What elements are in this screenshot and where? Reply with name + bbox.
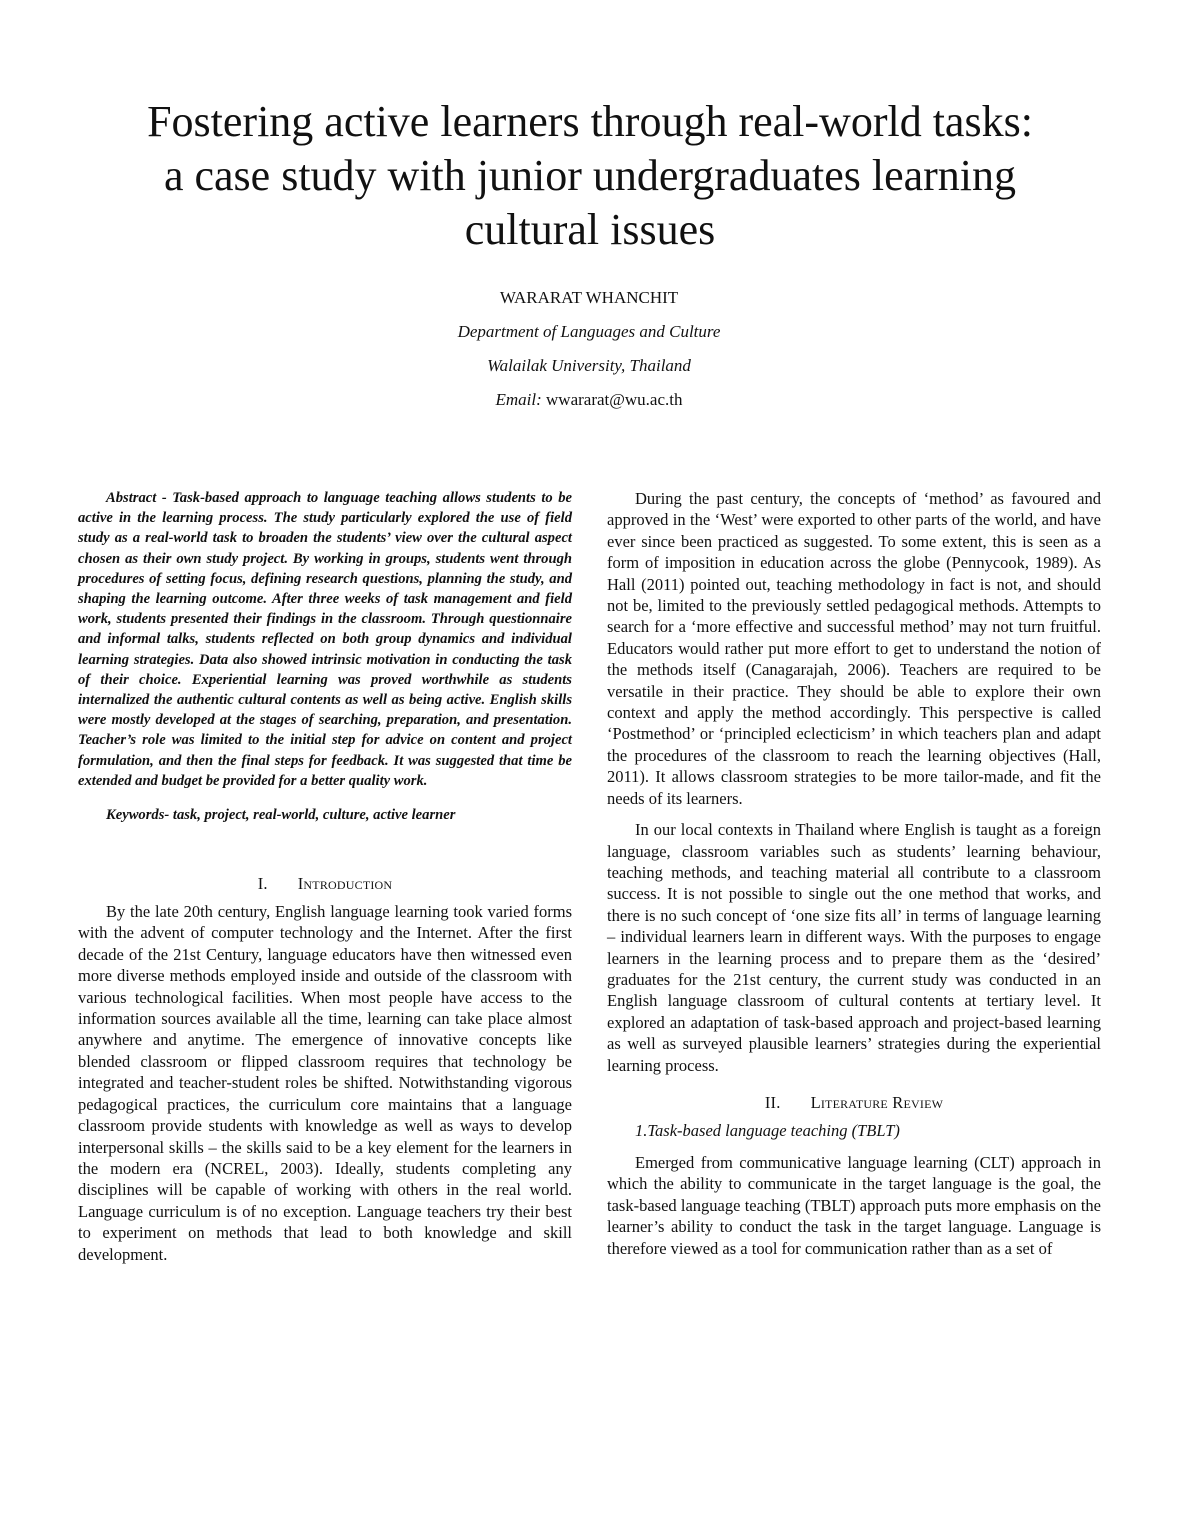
body-paragraph-2: In our local contexts in Thailand where English is taught as a foreign language, classroom variables such as students’ learning behaviour, teaching methods, and teaching material all contribute to a classroom success. It is not possible to single out the one method that works, and there is no such concept of ‘one size fits all’ in terms of language learning – individual learners learn in different ways. With the purposes to engage learners in the learning process and to prepare them as the ‘desired’ graduates for the 21st century, the current study was conducted in an English language classroom of cultural contents at tertiary level. It explored an adaptation of task-based approach and project-based learning as well as surveyed plausible learners’ strategies during the experiential learning process. xyxy=(607,820,1101,1075)
email-address: wwararat@wu.ac.th xyxy=(546,390,683,409)
title-line-3: cultural issues xyxy=(464,205,716,254)
author-block xyxy=(0,288,1178,410)
department: Department of Languages and Culture xyxy=(457,322,721,341)
subsection-heading-tblt: 1.Task-based language teaching (TBLT) xyxy=(635,1120,900,1140)
right-column xyxy=(607,488,1101,1259)
introduction-paragraph: By the late 20th century, English language learning took varied forms with the advent of computer technology and the Internet. After the first decade of the 21st Century, language educators have then witnessed even more diverse methods employed inside and outside of the classroom with various technological facilities. When most people have access to the information sources available all the time, learning can take place almost anywhere and anytime. The emergence of innovative concepts like blended classroom or flipped classroom requires that technology be integrated and teacher-student roles be shifted. Notwithstanding vigorous pedagogical practices, the curriculum core maintains that a language classroom provide students with knowledge as well as ways to develop interpersonal skills – the skills said to be a key element for the learners in the modern era (NCREL, 2003). Ideally, students completing any disciplines will be capable of working with others in the real world. Language curriculum is of no exception. Language teachers try their best to experiment on methods that lead to both knowledge and skill development. xyxy=(78,902,572,1264)
section-heading-introduction xyxy=(78,873,572,895)
section-title: Introduction xyxy=(297,874,393,894)
body-paragraph-3: Emerged from communicative language learning (CLT) approach in which the ability to communicate in the target language is the goal, the task-based language teaching (TBLT) approach puts more emphasis on the learner’s ability to conduct the task in the target language. Language is therefore viewed as a tool for communication rather than as a set of xyxy=(607,1152,1101,1258)
body-paragraph-1: During the past century, the concepts of ‘method’ as favoured and approved in the ‘West’ were exported to other parts of the world, and have ever since been practiced as suggested. To some extent, this is seen as a form of imposition in education across the globe (Pennycook, 1989). As Hall (2011) pointed out, teaching methodology in fact is not, and should not be, limited to the previously settled pedagogical methods. Attempts to search for a ‘more effective and successful method’ may not turn fruitful. Educators would rather put more effort to get to understand the notion of the methods itself (Canagarajah, 2006). Teachers are required to be versatile in their practice. They should be able to explore their own context and apply the method accordingly. This perspective is called ‘Postmethod’ or ‘principled eclecticism’ in which teachers plan and adapt the procedures of the classroom to reach the learning objectives (Hall, 2011). It allows classroom strategies to be more tailor-made, and fit the needs of its learners. xyxy=(607,489,1101,808)
section-number: I. xyxy=(257,874,268,894)
author-name: WARARAT WHANCHIT xyxy=(499,288,679,307)
title-line-2: a case study with junior undergraduates learning xyxy=(163,151,1017,200)
section-number: II. xyxy=(764,1092,781,1112)
institution: Walailak University, Thailand xyxy=(487,356,691,375)
section-title: Literature Review xyxy=(810,1092,944,1112)
abstract: Abstract - Task-based approach to language teaching allows students to be active in the learning process. The study particularly explored the use of field study as a real-world task to broaden the students’ view over the cultural aspect chosen as their own study project. By working in groups, students went through procedures of setting focus, defining research questions, planning the study, and shaping the learning outcome. After three weeks of task management and field work, students presented their findings in the classroom. Through questionnaire and informal talks, students reflected on both group dynamics and individual learning strategies. Data also showed intrinsic motivation in conducting the task of their choice. Experiential learning was proved worthwhile as students internalized the authentic cultural contents as well as being active. English skills were mostly developed at the stages of searching, preparation, and presentation. Teacher’s role was limited to the initial step for advice on content and project formulation, and then the final steps for feedback. It was suggested that time be extended and budget be provided for a better quality work. xyxy=(78,490,572,789)
section-heading-literature-review xyxy=(607,1092,1101,1114)
keywords: Keywords- task, project, real-world, culture, active learner xyxy=(106,807,456,824)
title-line-1: Fostering active learners through real-world tasks: xyxy=(147,97,1033,146)
email-label: Email: xyxy=(495,390,542,409)
left-column xyxy=(78,488,572,1265)
paper-title xyxy=(60,95,1120,257)
email-line xyxy=(0,390,1178,410)
